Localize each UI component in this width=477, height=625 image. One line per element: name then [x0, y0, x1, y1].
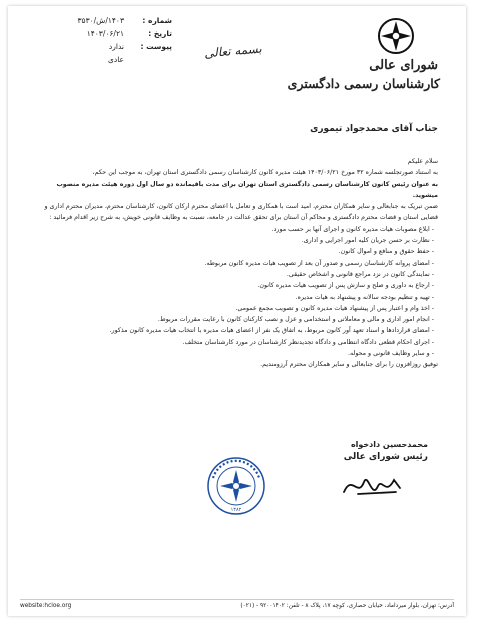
meta-value: ۱۴۰۳/۰۶/۲۱	[86, 29, 124, 38]
list-item: - امضای قراردادها و اسناد تعهد آور کانون مربوط، به اتفاق یک نفر از اعضای هیات مدیره با انتخاب هیات مدیره کانون مذکور.	[109, 327, 434, 335]
handwritten-signature	[338, 468, 408, 504]
list-item: - تهیه و تنظیم بودجه سالانه و پیشنهاد به هیات مدیره.	[295, 293, 434, 301]
footer-address: آدرس: تهران، بلوار میرداماد، خیابان حصاری، کوچه ۱۷، پلاک ۸ - تلفن: ۹۲۰۰۱۴۰۲ - (۰۲۱)	[240, 603, 454, 609]
paragraph-appointment: به عنوان رئیس کانون کارشناسان رسمی دادگستری استان تهران برای مدت باقیمانده دو سال اول دوره هیئت مدیره منصوب میشوید.	[56, 180, 438, 199]
list-item: - ارجاع به داوری و صلح و سازش پس از تصویب هیات مدیره کانون.	[257, 282, 434, 290]
paragraph-2: ضمن تبریک به جنابعالی و سایر همکاران محترم، امید است با همکاری و تعامل با اعضای محترم ارکان کانون، کارشناسان محترم، مدیران محترم اداری و قضایی استان و قضات محترم دادگستری و محاکم آن استان برای تحقق عدالت در جامعه، نسبت به وظایف قانونی خویش، به شرح زیر اقدام فرمائید :	[44, 203, 438, 222]
official-seal	[206, 456, 266, 516]
meta-value: ۱۴۰۳/ش/۳۵۳۰	[77, 16, 124, 25]
list-item: - حفظ حقوق و منافع و اموال کانون.	[338, 248, 434, 256]
duties-list	[38, 224, 438, 360]
council-title: شورای عالی	[369, 58, 438, 73]
footer	[20, 599, 454, 609]
meta-number-row	[22, 14, 172, 27]
meta-date-row	[22, 27, 172, 40]
list-item: - نمایندگی کانون در نزد مراجع قانونی و اشخاص حقیقی.	[286, 270, 434, 278]
greeting: سلام علیکم	[407, 158, 438, 165]
paragraph-1: به استناد صورتجلسه شماره ۳۲ مورخ ۱۴۰۳/۰۶/۲۱ هیئت مدیره کانون کارشناسان رسمی دادگستری استان تهران، به موجب این حکم،	[92, 169, 438, 177]
list-item: - امضای پروانه کارشناسان رسمی و صدور آن بعد از تصویب هیات مدیره کانون مربوطه.	[204, 259, 434, 267]
basmala: بسمه تعالی	[203, 41, 263, 61]
logo-icon	[376, 16, 416, 56]
list-item: - و سایر وظایف قانونی و محوله.	[348, 350, 434, 358]
list-item: - نظارت بر حسن جریان کلیه امور اجرایی و اداری.	[301, 237, 434, 245]
meta-label: شماره :	[142, 16, 172, 25]
signer-name: محمدحسین دادخواه	[350, 440, 428, 449]
closing: توفیق روزافزون را برای جنابعالی و سایر همکاران محترم آرزومندیم.	[260, 361, 438, 369]
meta-value: ندارد	[108, 42, 124, 51]
addressee: جناب آقای محمدجواد تیموری	[310, 124, 438, 134]
organization-logo	[287, 16, 446, 100]
meta-label: تاریخ :	[148, 29, 172, 38]
signer-title: رئیس شورای عالی	[343, 452, 428, 462]
seal-year: ۱۳۸۲	[230, 507, 242, 513]
meta-value: عادی	[108, 55, 124, 64]
signature-block	[298, 438, 428, 464]
letter-meta	[22, 14, 172, 66]
letter-page	[8, 6, 466, 616]
meta-label: پیوست :	[140, 42, 172, 51]
meta-label	[124, 53, 172, 66]
list-item: - انجام امور اداری و مالی و معاملاتی و استخدامی و عزل و نصب کارکنان کانون با رعایت مقررات مربوط.	[157, 316, 434, 324]
list-item: - ابلاغ مصوبات هیات مدیره کانون و اجرای آنها بر حسب مورد.	[271, 225, 434, 233]
list-item: - اجرای احکام قطعی دادگاه انتظامی و دادگاه تجدیدنظر کارشناسان در مورد کارشناسان متخلف.	[182, 338, 434, 346]
letter-body	[38, 156, 438, 371]
meta-attachment-row	[22, 40, 172, 53]
footer-website[interactable]: website:hcloe.org	[20, 603, 72, 609]
list-item: - اخذ وام و اعتبار پس از پیشنهاد هیات مدیره کانون و تصویب مجمع عمومی.	[235, 304, 434, 312]
organization-name: کارشناسان رسمی دادگستری	[287, 76, 440, 91]
meta-classification-row	[22, 53, 172, 66]
